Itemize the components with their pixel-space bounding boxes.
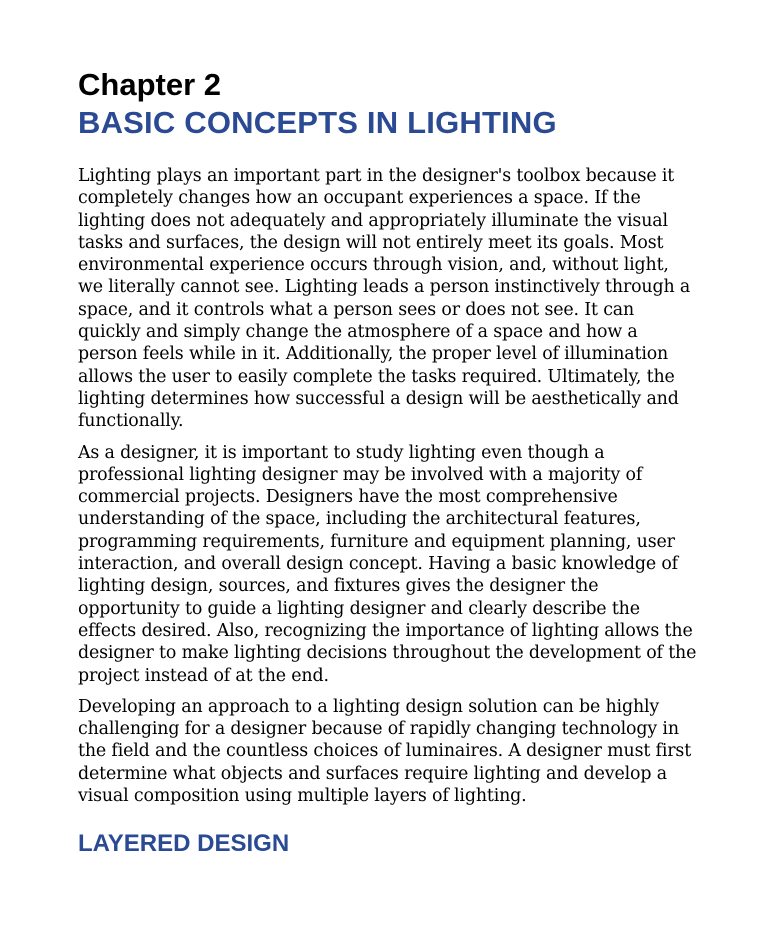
chapter-label: Chapter 2 [78,67,221,102]
section-heading: LAYERED DESIGN [78,830,290,858]
body-paragraph-3: Developing an approach to a lighting design solution can be highly challenging for a designer because of rapidly changing technology in the field and the countless choices of luminaires. A designer must first determine what objects and surfaces require lighting and develop a visual composition using multiple layers of lighting. [78,696,692,807]
document-page [78,66,698,859]
body-paragraph-1: Lighting plays an important part in the designer's toolbox because it completely changes how an occupant experiences a space. If the lighting does not adequately and appropriately illuminate the visual tasks and surfaces, the design will not entirely meet its goals. Most environmental experience occurs through vision, and, without light, we literally cannot see. Lighting leads a person instinctively through a space, and it controls what a person sees or does not see. It can quickly and simply change the atmosphere of a space and how a person feels while in it. Additionally, the proper level of illumination allows the user to easily complete the tasks required. Ultimately, the lighting determines how successful a design will be aesthetically and functionally. [78,166,691,432]
chapter-title: BASIC CONCEPTS IN LIGHTING [78,105,557,140]
body-paragraph-2: As a designer, it is important to study lighting even though a professional lighting designer may be involved with a majority of commercial projects. Designers have the most comprehensive understanding of the space, including the architectural features, programming requirements, furniture and equipment planning, user interaction, and overall design concept. Having a basic knowledge of lighting design, sources, and fixtures gives the designer the opportunity to guide a lighting designer and clearly describe the effects desired. Also, recognizing the importance of lighting allows the designer to make lighting decisions throughout the development of the project instead of at the end. [78,442,697,686]
